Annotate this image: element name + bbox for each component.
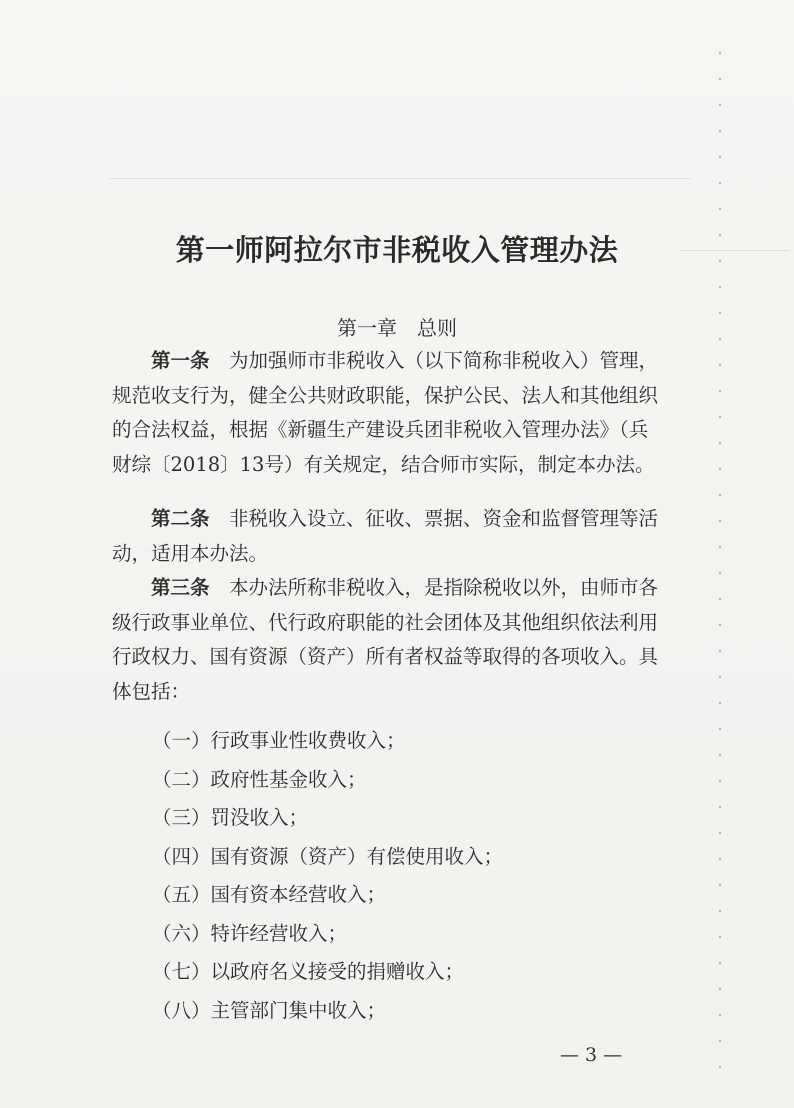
list-item: （七）以政府名义接受的捐赠收入； [152, 960, 465, 983]
list-item: （四）国有资源（资产）有偿使用收入； [152, 844, 504, 868]
article-2-line-1 [112, 502, 692, 537]
scan-edge-dots [718, 40, 722, 1080]
article-1-line-2: 规范收支行为，健全公共财政职能，保护公民、法人和其他组织 [112, 383, 659, 407]
article-2-line-2: 动，适用本办法。 [112, 541, 269, 565]
list-item: （六）特许经营收入； [152, 921, 348, 945]
article-1 [112, 344, 692, 482]
list-item: （八）主管部门集中收入； [152, 998, 387, 1022]
income-type-list [152, 722, 503, 1030]
list-item: （一）行政事业性收费收入； [152, 729, 406, 752]
list-item: （五）国有资本经营收入； [152, 883, 387, 906]
article-3-label: 第三条 [151, 576, 210, 599]
list-item: （三）罚没收入； [152, 806, 309, 829]
article-3-line-4: 体包括： [112, 679, 191, 703]
article-2-label: 第二条 [151, 507, 210, 530]
article-1-label: 第一条 [151, 349, 210, 372]
article-3-line-2: 级行政事业单位、代行政府职能的社会团体及其他组织依法利用 [112, 610, 659, 634]
article-3-text-1: 本办法所称非税收入，是指除税收以外，由师市各 [229, 576, 659, 599]
article-1-line-1 [112, 344, 692, 379]
article-3 [112, 571, 692, 709]
article-1-text-1: 为加强师市非税收入（以下简称非税收入）管理， [229, 349, 659, 372]
page-number: — 3 — [560, 1044, 623, 1066]
scan-artifact-line [110, 178, 690, 179]
document-title: 第一师阿拉尔市非税收入管理办法 [175, 233, 619, 267]
article-2-text-1: 非税收入设立、征收、票据、资金和监督管理等活 [229, 507, 659, 530]
chapter-heading: 第一章 总则 [337, 316, 457, 340]
article-1-line-3: 的合法权益，根据《新疆生产建设兵团非税收入管理办法》（兵 [112, 418, 649, 441]
article-2 [112, 502, 692, 571]
article-3-line-1 [112, 571, 692, 606]
article-3-line-3: 行政权力、国有资源（资产）所有者权益等取得的各项收入。具 [112, 645, 659, 668]
article-1-line-4: 财综〔2018〕13号）有关规定，结合师市实际，制定本办法。 [112, 452, 655, 476]
list-item: （二）政府性基金收入； [152, 767, 367, 791]
